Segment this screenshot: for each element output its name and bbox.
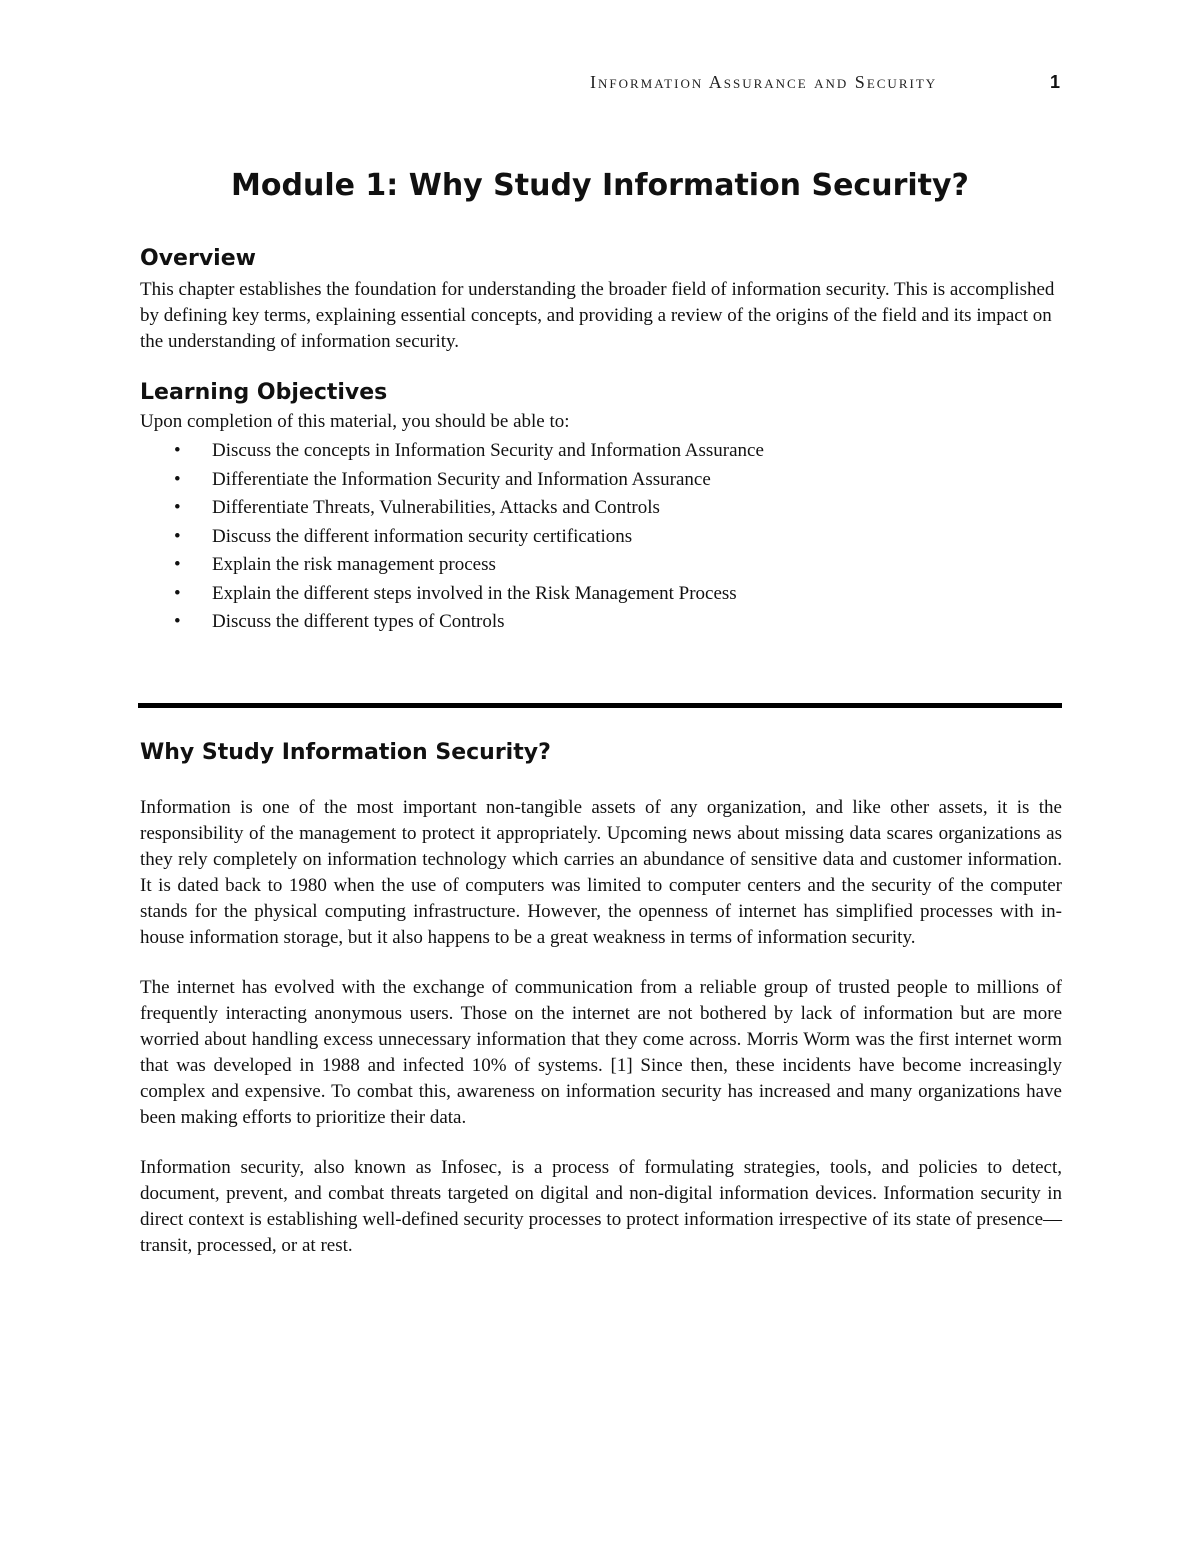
list-item: • Discuss the concepts in Information Security and Information Assurance [140,437,1062,466]
learning-objectives-heading: Learning Objectives [140,380,388,405]
why-study-heading: Why Study Information Security? [140,740,551,765]
overview-text: This chapter establishes the foundation for understanding the broader field of information security. This is accomplished by defining key terms, explaining essential concepts, and providing a review of the origins of the field and its impact on the understanding of information security. [140,279,1055,352]
list-item: • Differentiate Threats, Vulnerabilities, Attacks and Controls [140,494,1062,523]
running-title: Information Assurance and Security [590,72,938,92]
learning-objectives-intro: Upon completion of this material, you should be able to: [140,411,570,432]
list-item: • Discuss the different information security certifications [140,523,1062,552]
learning-objectives-section [140,380,1062,637]
overview-section [140,246,1062,355]
paragraph: Information is one of the most important non-tangible assets of any organization, and like other assets, it is the responsibility of the management to protect it appropriately. Upcoming news about missing data scares organizations as they rely completely on information technology which carries an abundance of sensitive data and customer information. It is dated back to 1980 when the use of computers was limited to computer centers and the security of the computer stands for the physical computing infrastructure. However, the openness of internet has simplified processes with in-house information storage, but it also happens to be a great weakness in terms of information security. [140,797,1062,948]
module-title: Module 1: Why Study Information Security? [231,168,969,203]
list-item: • Discuss the different types of Controls [140,608,1062,637]
section-divider [138,703,1062,708]
why-study-section [140,740,1062,1283]
page-number: 1 [1049,72,1060,92]
paragraph: The internet has evolved with the exchange of communication from a reliable group of trusted people to millions of frequently interacting anonymous users. Those on the internet are not bothered by lack of information but are more worried about handling excess unnecessary information that they come across. Morris Worm was the first internet worm that was developed in 1988 and infected 10% of systems. [1] Since then, these incidents have become increasingly complex and expensive. To combat this, awareness on information security has increased and many organizations have been making efforts to prioritize their data. [140,977,1062,1128]
list-item: • Explain the risk management process [140,551,1062,580]
running-header [590,72,1060,93]
list-item: • Explain the different steps involved in the Risk Management Process [140,580,1062,609]
paragraph: Information security, also known as Infosec, is a process of formulating strategies, tools, and policies to detect, document, prevent, and combat threats targeted on digital and non-digital information devices. Information security in direct context is establishing well-defined security processes to protect information irrespective of its state of presence—transit, processed, or at rest. [140,1157,1062,1256]
list-item: • Differentiate the Information Security and Information Assurance [140,466,1062,495]
objectives-list [140,437,1062,637]
overview-heading: Overview [140,246,256,271]
